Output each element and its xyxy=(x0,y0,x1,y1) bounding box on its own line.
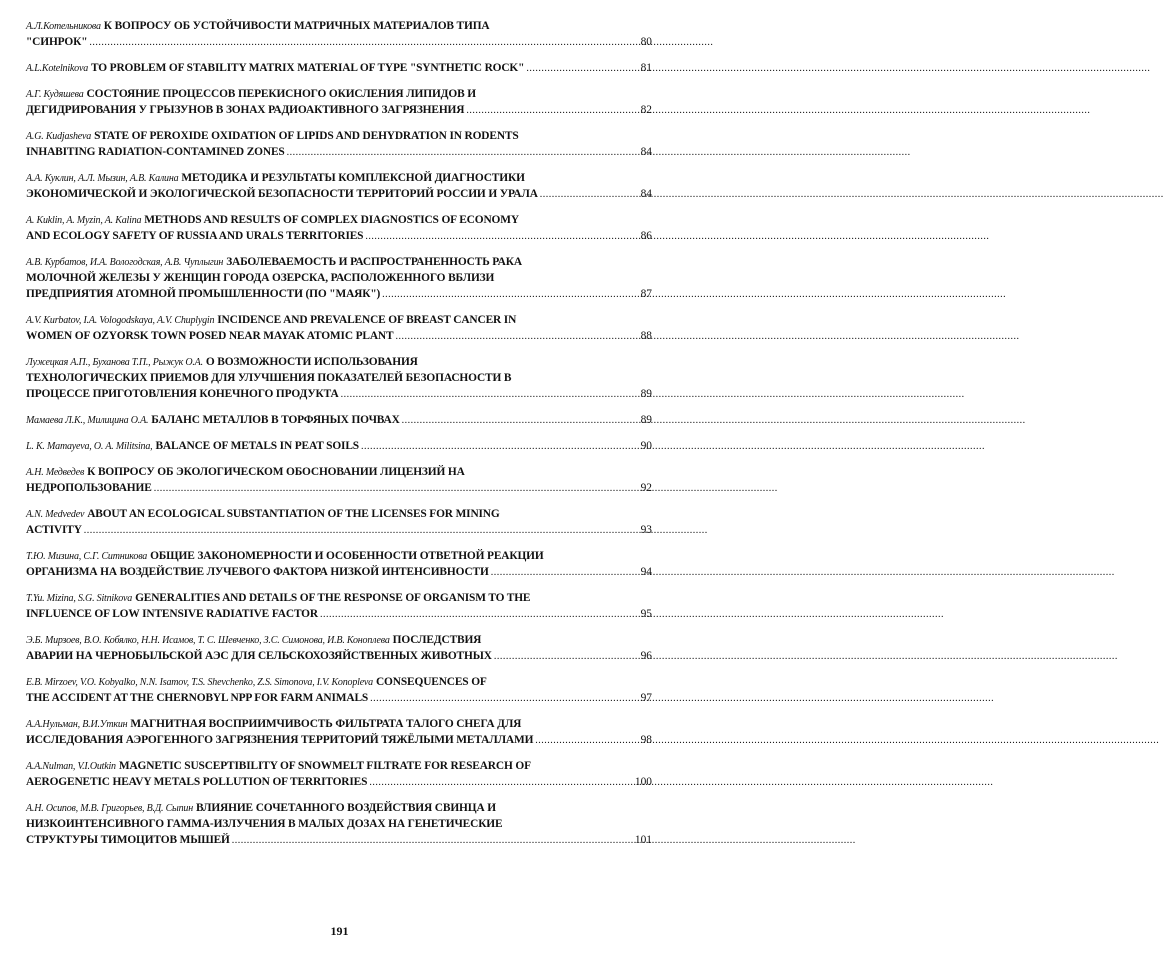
toc-entry-title: ПОСЛЕДСТВИЯ xyxy=(392,634,482,646)
toc-entry xyxy=(26,170,652,202)
toc-entry-line xyxy=(26,286,652,302)
toc-entry xyxy=(26,60,652,76)
toc-entry-author: Т.Ю. Мизина, С.Г. Ситникова xyxy=(26,551,148,562)
toc-entry-text xyxy=(26,354,418,370)
toc-entry xyxy=(26,548,652,580)
dot-leader xyxy=(540,187,639,202)
toc-entry-author: Мамаева Л.К., Милицина О.А. xyxy=(26,415,149,426)
toc-entry-text xyxy=(26,370,511,386)
toc-entry-title: METHODS AND RESULTS OF COMPLEX DIAGNOSTICS OF ECONOMY xyxy=(144,214,519,226)
toc-entry-text xyxy=(26,270,494,286)
toc-entry-title: AND ECOLOGY SAFETY OF RUSSIA AND URALS TERRITORIES xyxy=(26,230,364,242)
toc-entry-page: 86 xyxy=(640,230,652,242)
toc-entry-text xyxy=(26,186,538,202)
toc-entry-line xyxy=(26,690,652,706)
toc-entry-text xyxy=(26,522,82,538)
toc-entry-title: ТЕХНОЛОГИЧЕСКИХ ПРИЕМОВ ДЛЯ УЛУЧШЕНИЯ ПОКАЗАТЕЛЕЙ БЕЗОПАСНОСТИ В xyxy=(26,372,512,384)
toc-entry-text xyxy=(26,716,521,732)
toc-entry-page: 101 xyxy=(634,834,652,846)
toc-entry xyxy=(26,716,652,748)
toc-entry xyxy=(26,438,652,454)
toc-entry-text xyxy=(26,506,500,522)
dot-leader xyxy=(402,413,639,428)
toc-entry-text xyxy=(26,464,465,480)
toc-entry-title: ПРЕДПРИЯТИЯ АТОМНОЙ ПРОМЫШЛЕННОСТИ (ПО "МАЯК") xyxy=(26,288,381,300)
table-of-contents xyxy=(26,18,652,858)
toc-entry-title: К ВОПРОСУ ОБ УСТОЙЧИВОСТИ МАТРИЧНЫХ МАТЕРИАЛОВ ТИПА xyxy=(103,20,490,32)
toc-entry-author: Э.Б. Мирзоев, В.О. Кобялко, Н.Н. Исамов, Т. С. Шевченко, З.С. Симонова, И.В. Коноплева xyxy=(26,635,390,646)
toc-entry-author: А.В. Курбатов, И.А. Вологодская, А.В. Чуплыгин xyxy=(26,257,224,268)
toc-entry-title: "СИНРОК" xyxy=(26,36,88,48)
toc-entry-page: 89 xyxy=(640,388,652,400)
toc-entry-line xyxy=(26,590,652,606)
toc-entry-line xyxy=(26,212,652,228)
toc-entry-title: ЗАБОЛЕВАЕМОСТЬ И РАСПРОСТРАНЕННОСТЬ РАКА xyxy=(226,256,522,268)
toc-entry-page: 95 xyxy=(640,608,652,620)
toc-entry xyxy=(26,86,652,118)
toc-entry-author: A.A.Nulman, V.I.Outkin xyxy=(26,761,116,772)
toc-entry-text xyxy=(26,800,496,816)
toc-entry-page: 98 xyxy=(640,734,652,746)
toc-entry-text xyxy=(26,758,531,774)
toc-entry-title: НИЗКОИНТЕНСИВНОГО ГАММА-ИЗЛУЧЕНИЯ В МАЛЫХ ДОЗАХ НА ГЕНЕТИЧЕСКИЕ xyxy=(26,818,503,830)
toc-entry-page: 92 xyxy=(640,482,652,494)
toc-entry-title: INCIDENCE AND PREVALENCE OF BREAST CANCER IN xyxy=(217,314,517,326)
toc-entry-title: МОЛОЧНОЙ ЖЕЛЕЗЫ У ЖЕНЩИН ГОРОДА ОЗЕРСКА, РАСПОЛОЖЕННОГО ВБЛИЗИ xyxy=(26,272,495,284)
toc-entry-title: CONSEQUENCES OF xyxy=(375,676,487,688)
toc-entry-line xyxy=(26,464,652,480)
toc-entry-line xyxy=(26,328,652,344)
toc-entry-text xyxy=(26,212,519,228)
toc-entry-text xyxy=(26,254,522,270)
toc-entry xyxy=(26,354,652,402)
toc-entry-page: 87 xyxy=(640,288,652,300)
toc-entry-line xyxy=(26,774,652,790)
toc-entry-line xyxy=(26,102,652,118)
toc-entry-line xyxy=(26,386,652,402)
toc-entry-line xyxy=(26,34,652,50)
toc-entry-title: INHABITING RADIATION-CONTAMINED ZONES xyxy=(26,146,285,158)
toc-entry xyxy=(26,312,652,344)
toc-entry-page: 89 xyxy=(640,414,652,426)
toc-entry-author: А.Н. Осипов, М.В. Григорьев, В.Д. Сыпин xyxy=(26,803,193,814)
toc-entry-title: ACTIVITY xyxy=(26,524,82,536)
toc-entry-title: НЕДРОПОЛЬЗОВАНИЕ xyxy=(26,482,152,494)
toc-entry-line xyxy=(26,228,652,244)
toc-entry-line xyxy=(26,370,652,386)
dot-leader xyxy=(365,229,638,244)
toc-entry-title: STATE OF PEROXIDE OXIDATION OF LIPIDS AND DEHYDRATION IN RODENTS xyxy=(94,130,519,142)
dot-leader xyxy=(232,833,633,848)
toc-entry xyxy=(26,412,652,428)
toc-entry-title: СОСТОЯНИЕ ПРОЦЕССОВ ПЕРЕКИСНОГО ОКИСЛЕНИЯ ЛИПИДОВ И xyxy=(86,88,476,100)
toc-entry-line xyxy=(26,606,652,622)
dot-leader xyxy=(395,329,638,344)
dot-leader xyxy=(535,733,638,748)
toc-entry-line xyxy=(26,144,652,160)
toc-entry-text xyxy=(26,438,359,454)
toc-entry-text xyxy=(26,170,525,186)
toc-entry-title: GENERALITIES AND DETAILS OF THE RESPONSE OF ORGANISM TO THE xyxy=(135,592,531,604)
toc-entry-title: ПРОЦЕССЕ ПРИГОТОВЛЕНИЯ КОНЕЧНОГО ПРОДУКТА xyxy=(26,388,339,400)
dot-leader xyxy=(84,523,639,538)
toc-entry-text xyxy=(26,564,489,580)
toc-entry-title: INFLUENCE OF LOW INTENSIVE RADIATIVE FACTOR xyxy=(26,608,318,620)
toc-entry-text xyxy=(26,732,533,748)
toc-entry-text xyxy=(26,228,363,244)
toc-entry-line xyxy=(26,758,652,774)
toc-entry-page: 81 xyxy=(640,62,652,74)
toc-entry-author: А.Н. Медведев xyxy=(26,467,85,478)
toc-entry-line xyxy=(26,732,652,748)
toc-entry-title: WOMEN OF OZYORSK TOWN POSED NEAR MAYAK ATOMIC PLANT xyxy=(26,330,394,342)
toc-entry-page: 93 xyxy=(640,524,652,536)
dot-leader xyxy=(370,691,639,706)
toc-entry-author: Лужецкая А.П., Буханова Т.П., Рыжук О.А. xyxy=(26,357,203,368)
toc-entry-author: А.А. Куклин, А.Л. Мызин, А.В. Калина xyxy=(26,173,179,184)
toc-entry-author: А.А.Нульман, В.И.Уткин xyxy=(26,719,128,730)
toc-entry xyxy=(26,632,652,664)
toc-entry-title: ABOUT AN ECOLOGICAL SUBSTANTIATION OF THE LICENSES FOR MINING xyxy=(87,508,500,520)
toc-entry-page: 82 xyxy=(640,104,652,116)
dot-leader xyxy=(361,439,639,454)
toc-entry-title: ЭКОНОМИЧЕСКОЙ И ЭКОЛОГИЧЕСКОЙ БЕЗОПАСНОСТИ ТЕРРИТОРИЙ РОССИИ И УРАЛА xyxy=(26,188,538,200)
toc-entry-title: MAGNETIC SUSCEPTIBILITY OF SNOWMELT FILTRATE FOR RESEARCH OF xyxy=(118,760,531,772)
toc-entry-text xyxy=(26,648,492,664)
toc-entry-author: А.Л.Котельникова xyxy=(26,21,101,32)
toc-entry-title: СТРУКТУРЫ ТИМОЦИТОВ МЫШЕЙ xyxy=(26,834,230,846)
toc-entry-line xyxy=(26,254,652,270)
toc-entry-text xyxy=(26,286,380,302)
toc-entry-page: 88 xyxy=(640,330,652,342)
dot-leader xyxy=(494,649,639,664)
toc-entry-page: 90 xyxy=(640,440,652,452)
toc-entry-title: ОБЩИЕ ЗАКОНОМЕРНОСТИ И ОСОБЕННОСТИ ОТВЕТНОЙ РЕАКЦИИ xyxy=(150,550,544,562)
toc-entry-line xyxy=(26,522,652,538)
toc-entry-title: МЕТОДИКА И РЕЗУЛЬТАТЫ КОМПЛЕКСНОЙ ДИАГНОСТИКИ xyxy=(181,172,525,184)
toc-entry-author: А.Г. Кудяшева xyxy=(26,89,84,100)
toc-entry-line xyxy=(26,354,652,370)
toc-entry-author: A.G. Kudjasheva xyxy=(26,131,92,142)
toc-entry-text xyxy=(26,128,519,144)
toc-entry xyxy=(26,506,652,538)
toc-entry-text xyxy=(26,480,152,496)
toc-entry-author: T.Yu. Mizina, S.G. Sitnikova xyxy=(26,593,133,604)
dot-leader xyxy=(382,287,638,302)
toc-entry xyxy=(26,18,652,50)
toc-entry-line xyxy=(26,506,652,522)
dot-leader xyxy=(341,387,639,402)
toc-entry-author: A.L.Kotelnikova xyxy=(26,63,88,74)
toc-entry-page: 84 xyxy=(640,146,652,158)
toc-entry-text xyxy=(26,102,464,118)
toc-entry-text xyxy=(26,832,230,848)
toc-entry-page: 84 xyxy=(640,188,652,200)
toc-entry-line xyxy=(26,186,652,202)
toc-entry-line xyxy=(26,312,652,328)
toc-entry-line xyxy=(26,674,652,690)
dot-leader xyxy=(369,775,633,790)
toc-entry xyxy=(26,212,652,244)
toc-entry-text xyxy=(26,412,400,428)
toc-entry-text xyxy=(26,144,285,160)
toc-entry-title: AEROGENETIC HEAVY METALS POLLUTION OF TERRITORIES xyxy=(26,776,368,788)
toc-entry xyxy=(26,254,652,302)
toc-entry-author: A.V. Kurbatov, I.A. Vologodskaya, A.V. Chuplygin xyxy=(26,315,215,326)
toc-entry-page: 80 xyxy=(640,36,652,48)
toc-entry-title: БАЛАНС МЕТАЛЛОВ В ТОРФЯНЫХ ПОЧВАХ xyxy=(151,414,400,426)
toc-entry-text xyxy=(26,328,393,344)
toc-entry-text xyxy=(26,60,524,76)
toc-entry xyxy=(26,128,652,160)
toc-entry-author: E.B. Mirzoev, V.O. Kobyalko, N.N. Isamov, T.S. Shevchenko, Z.S. Simonova, I.V. Konopleva xyxy=(26,677,373,688)
toc-entry-text xyxy=(26,18,490,34)
toc-entry-line xyxy=(26,128,652,144)
toc-entry xyxy=(26,464,652,496)
toc-entry-line xyxy=(26,800,652,816)
dot-leader xyxy=(320,607,639,622)
page-number: 191 xyxy=(330,924,349,938)
toc-entry-text xyxy=(26,632,481,648)
toc-entry-text xyxy=(26,774,367,790)
toc-entry-title: К ВОПРОСУ ОБ ЭКОЛОГИЧЕСКОМ ОБОСНОВАНИИ ЛИЦЕНЗИЙ НА xyxy=(87,466,465,478)
toc-entry-text xyxy=(26,386,339,402)
toc-entry-text xyxy=(26,548,544,564)
dot-leader xyxy=(89,35,638,50)
toc-entry-text xyxy=(26,690,368,706)
toc-entry-title: TO PROBLEM OF STABILITY MATRIX MATERIAL OF TYPE "SYNTHETIC ROCK" xyxy=(91,62,525,74)
toc-entry-text xyxy=(26,606,318,622)
toc-entry-title: BALANCE OF METALS IN PEAT SOILS xyxy=(155,440,359,452)
dot-leader xyxy=(154,481,639,496)
toc-entry-author: L. K. Mamayeva, O. A. Militsina, xyxy=(26,441,153,452)
toc-entry-title: О ВОЗМОЖНОСТИ ИСПОЛЬЗОВАНИЯ xyxy=(205,356,418,368)
toc-entry-line xyxy=(26,18,652,34)
toc-entry-text xyxy=(26,590,530,606)
toc-entry xyxy=(26,800,652,848)
toc-entry-title: ИССЛЕДОВАНИЯ АЭРОГЕННОГО ЗАГРЯЗНЕНИЯ ТЕРРИТОРИЙ ТЯЖЁЛЫМИ МЕТАЛЛАМИ xyxy=(26,734,534,746)
toc-entry-text xyxy=(26,86,476,102)
toc-entry-line xyxy=(26,270,652,286)
toc-entry-text xyxy=(26,312,516,328)
toc-entry-line xyxy=(26,170,652,186)
toc-entry-text xyxy=(26,674,487,690)
toc-entry-line xyxy=(26,86,652,102)
toc-entry-title: АВАРИИ НА ЧЕРНОБЫЛЬСКОЙ АЭС ДЛЯ СЕЛЬСКОХОЗЯЙСТВЕННЫХ ЖИВОТНЫХ xyxy=(26,650,492,662)
toc-entry-author: A. Kuklin, A. Myzin, A. Kalina xyxy=(26,215,142,226)
toc-entry-title: ВЛИЯНИЕ СОЧЕТАННОГО ВОЗДЕЙСТВИЯ СВИНЦА И xyxy=(196,802,496,814)
toc-entry-line xyxy=(26,564,652,580)
toc-entry xyxy=(26,674,652,706)
dot-leader xyxy=(491,565,639,580)
toc-entry-page: 94 xyxy=(640,566,652,578)
toc-entry-line xyxy=(26,438,652,454)
toc-entry-line xyxy=(26,480,652,496)
toc-entry-line xyxy=(26,548,652,564)
toc-entry-title: МАГНИТНАЯ ВОСПРИИМЧИВОСТЬ ФИЛЬТРАТА ТАЛОГО СНЕГА ДЛЯ xyxy=(130,718,522,730)
toc-entry-line xyxy=(26,648,652,664)
dot-leader xyxy=(526,61,638,76)
toc-entry-text xyxy=(26,34,87,50)
toc-entry-page: 100 xyxy=(634,776,652,788)
toc-entry-line xyxy=(26,816,652,832)
dot-leader xyxy=(466,103,638,118)
toc-entry-title: ДЕГИДРИРОВАНИЯ У ГРЫЗУНОВ В ЗОНАХ РАДИОАКТИВНОГО ЗАГРЯЗНЕНИЯ xyxy=(26,104,465,116)
toc-entry-line xyxy=(26,60,652,76)
dot-leader xyxy=(287,145,639,160)
toc-entry-line xyxy=(26,832,652,848)
toc-entry xyxy=(26,758,652,790)
toc-entry-title: THE ACCIDENT AT THE CHERNOBYL NPP FOR FARM ANIMALS xyxy=(26,692,369,704)
toc-entry-page: 96 xyxy=(640,650,652,662)
toc-entry-page: 97 xyxy=(640,692,652,704)
toc-entry xyxy=(26,590,652,622)
toc-entry-line xyxy=(26,716,652,732)
toc-entry-line xyxy=(26,412,652,428)
toc-entry-title: ОРГАНИЗМА НА ВОЗДЕЙСТВИЕ ЛУЧЕВОГО ФАКТОРА НИЗКОЙ ИНТЕНСИВНОСТИ xyxy=(26,566,489,578)
toc-entry-text xyxy=(26,816,502,832)
toc-entry-author: A.N. Medvedev xyxy=(26,509,85,520)
toc-entry-line xyxy=(26,632,652,648)
